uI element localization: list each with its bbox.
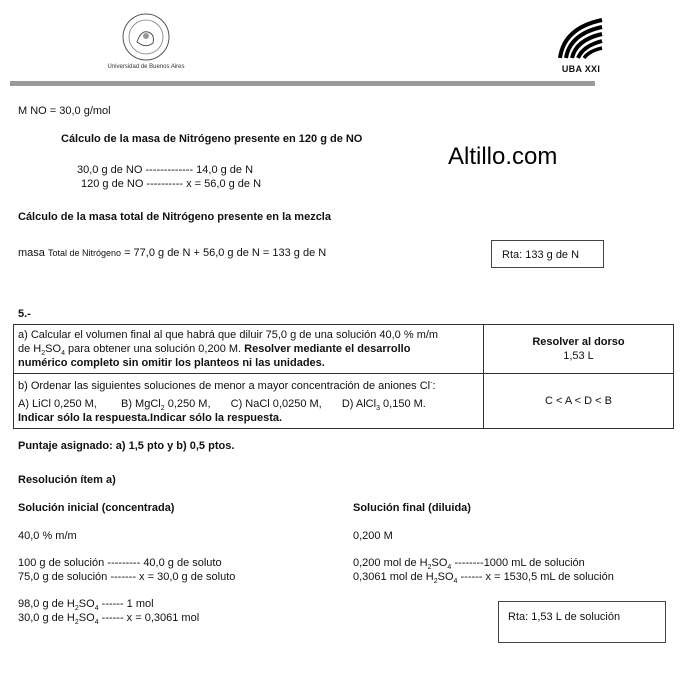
mass-total-formula [18, 247, 326, 259]
section2-title: Cálculo de la masa total de Nitrógeno presente en la mezcla [18, 211, 331, 223]
answer-box-volume: Rta: 1,53 L de solución [498, 601, 666, 643]
left-calc-line3: 98,0 g de $H_2SO_4$ ------ 1 mol [18, 598, 154, 613]
question-a-line3: numérico completo sin omitir los planteos ni las unidades. [18, 357, 325, 369]
left-calc-line2: 75,0 g de solución ------- x = 30,0 g de soluto [18, 571, 236, 583]
answer-box-nitrogen: Rta: 133 g de N [491, 240, 604, 268]
left-calc-line1: 100 g de solución --------- 40,0 g de soluto [18, 557, 222, 569]
section1-title: Cálculo de la masa de Nitrógeno presente en 120 g de NO [61, 133, 363, 145]
formula-subscript: Total de Nitrógeno [47, 248, 122, 258]
option-a: A) LiCl 0,250 M, [18, 398, 97, 410]
question-b-line3: Indicar sólo la respuesta.Indicar sólo la respuesta. [18, 412, 283, 424]
question-b-text [14, 374, 484, 429]
option-b: B) MgCl$_2$ 0,250 M, [121, 398, 211, 413]
question-b-options [18, 397, 479, 411]
question-b-answer: C < A < D < B [484, 374, 674, 429]
option-c: C) NaCl 0,0250 M, [230, 398, 322, 410]
watermark: Altillo.com [448, 143, 558, 170]
question-a-line2: de $H_2SO_4$ para obtener una solución 0,200 M. Resolver mediante el desarrollo [18, 343, 411, 358]
question-a-answer-title: Resolver al dorso [532, 336, 625, 348]
question-a-answer [484, 325, 674, 374]
question-a-line1: a) Calcular el volumen final al que habrá que diluir 75,0 g de una solución 40,0 % m/m [18, 329, 439, 341]
question-table [13, 324, 674, 429]
molar-mass: M NO = 30,0 g/mol [18, 105, 111, 117]
brand-label: UBA XXI [561, 64, 601, 74]
right-heading: Solución final (diluida) [353, 502, 471, 514]
header-divider [10, 81, 595, 86]
uba-xxi-logo [553, 18, 609, 76]
right-calc-line2: 0,3061 mol de $H_2SO_4$ ------ x = 1530,5 mL de solución [353, 571, 614, 586]
university-name: Universidad de Buenos Aires [107, 64, 185, 70]
uba-swoosh-icon [556, 18, 606, 60]
resolution-title: Resolución ítem a) [18, 474, 116, 486]
left-concentration: 40,0 % m/m [18, 530, 77, 542]
section1-line1: 30,0 g de NO ------------- 14,0 g de N [77, 164, 254, 176]
university-seal-logo [96, 12, 196, 76]
question-number: 5.- [18, 308, 31, 320]
question-a-text [14, 325, 484, 374]
score-line: Puntaje asignado: a) 1,5 pto y b) 0,5 ptos. [18, 440, 235, 452]
question-row-b [14, 374, 674, 429]
left-heading: Solución inicial (concentrada) [18, 502, 175, 514]
question-row-a [14, 325, 674, 374]
option-d: D) AlCl$_3$ 0,150 M. [341, 398, 426, 413]
section1-line2: 120 g de NO ---------- x = 56,0 g de N [81, 178, 262, 190]
formula-rest: = 77,0 g de N + 56,0 g de N = 133 g de N [121, 247, 327, 259]
left-calc-line4: 30,0 g de $H_2SO_4$ ------ x = 0,3061 mol [18, 612, 200, 627]
question-a-answer-value: 1,53 L [563, 350, 594, 362]
right-calc-line1: 0,200 mol de $H_2SO_4$ --------1000 mL de solución [353, 557, 585, 572]
formula-prefix: masa [18, 247, 48, 259]
question-b-line1: b) Ordenar las siguientes soluciones de menor a mayor concentración de aniones Cl-: [18, 379, 436, 392]
seal-emblem-icon [121, 12, 171, 62]
right-concentration: 0,200 M [353, 530, 393, 542]
